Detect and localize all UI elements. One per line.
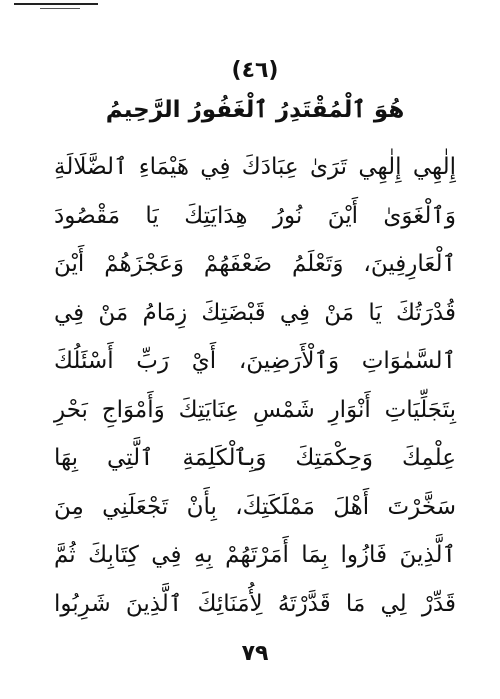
text-line: بِتَجَلِّيَاتِ أَنْوَارِ شَمْسِ عِنَايَتِكَ وَأَمْوَاجِ بَحْرِ bbox=[54, 396, 456, 423]
section-number: (٤٦) bbox=[231, 58, 279, 83]
document-page bbox=[54, 0, 456, 699]
text-line: ٱلْعَارِفِينَ، وَتَعْلَمُ ضَعْفَهُمْ وَعَجْزَهُمْ أَيْنَ bbox=[54, 251, 456, 277]
text-line: إِلٰهِي إِلٰهِي تَرَىٰ عِبَادَكَ فِي هَيْمَاءِ ٱلضَّلَالَةِ bbox=[54, 154, 456, 180]
text-line: عِلْمِكَ وَحِكْمَتِكَ وَبِٱلْكَلِمَةِ ٱلَّتِي بِهَا bbox=[54, 445, 456, 471]
text-line: ٱلَّذِينَ فَازُوا بِمَا أَمَرْتَهُمْ بِهِ فِي كِتَابِكَ ثُمَّ bbox=[54, 542, 456, 568]
page-number: ٧٩ bbox=[241, 641, 269, 666]
text-line: قَدِّرْ لِي مَا قَدَّرْتَهُ لِأُمَنَائِكَ ٱلَّذِينَ شَرِبُوا bbox=[54, 590, 456, 617]
prayer-text bbox=[54, 143, 456, 628]
section-heading: هُوَ ٱلْمُقْتَدِرُ ٱلْغَفُورُ الرَّحِيمُ bbox=[105, 97, 405, 123]
text-line: قُدْرَتُكَ يَا مَنْ فِي قَبْضَتِكَ زِمَامُ مَنْ فِي bbox=[54, 299, 456, 326]
text-line: ٱلسَّمٰوَاتِ وَٱلْأَرَضِينَ، أَيْ رَبِّ أَسْئَلُكَ bbox=[54, 348, 456, 374]
text-line: وَٱلْغَوَىٰ أَيْنَ نُورُ هِدَايَتِكَ يَا مَقْصُودَ bbox=[54, 202, 456, 229]
text-line: سَخَّرْتَ أَهْلَ مَمْلَكَتِكَ، بِأَنْ تَجْعَلَنِي مِنَ bbox=[54, 493, 456, 520]
